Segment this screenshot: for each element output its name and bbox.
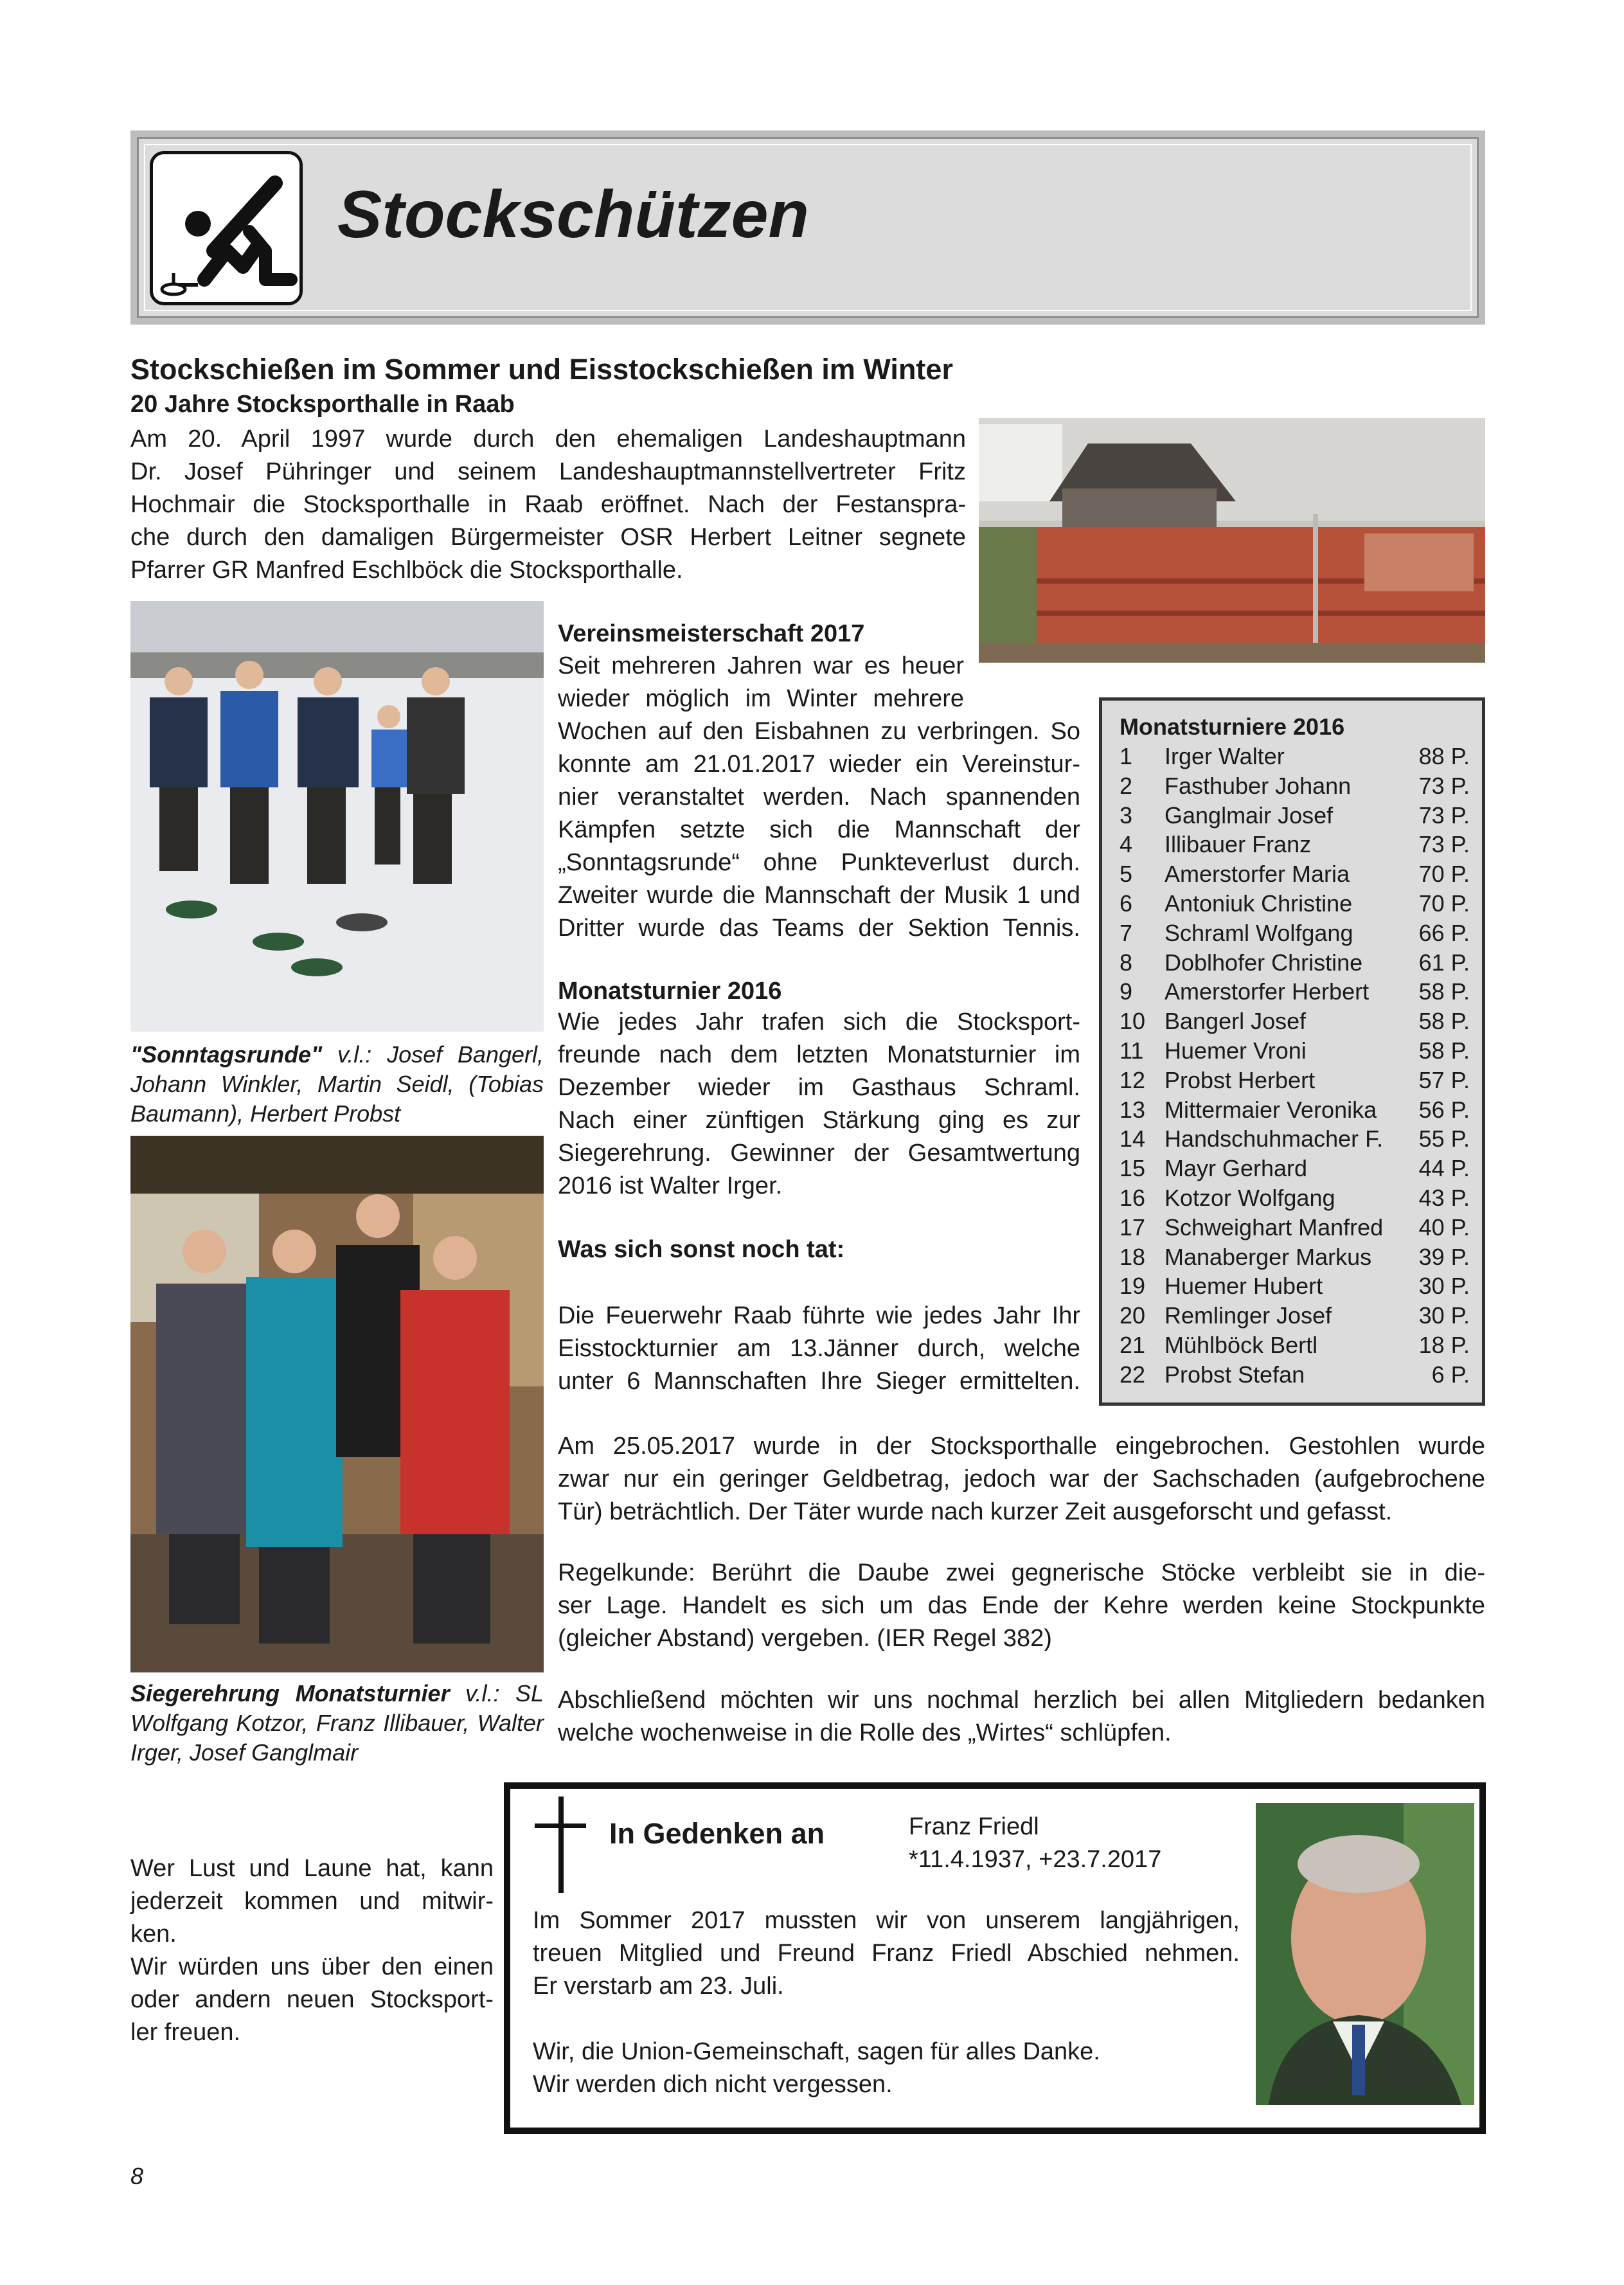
portrait-photo: [1256, 1803, 1474, 2105]
page-number: 8: [130, 2163, 144, 2189]
table-row: [1120, 859, 1470, 889]
row-rank: 5: [1120, 861, 1133, 888]
table-row: [1120, 918, 1470, 948]
row-rank: 4: [1120, 831, 1133, 858]
table-row: [1120, 1036, 1470, 1066]
table-row: [1120, 1331, 1470, 1360]
row-name: Fasthuber Johann: [1164, 772, 1352, 799]
row-rank: 21: [1120, 1332, 1146, 1358]
memorial-text: Im Sommer 2017 mussten wir von unserem langjährigen, treuen Mitglied und Freund Franz Friedl Abschied nehmen. Er verstarb am 23. Juli. Wir, die Union-Gemeinschaft, sagen für alles Danke. Wir werden dich nicht vergessen.: [533, 1907, 1240, 2098]
row-rank: 14: [1120, 1125, 1146, 1152]
section-title: Stockschützen: [337, 177, 809, 252]
row-rank: 22: [1120, 1361, 1146, 1388]
einbruch-paragraph: Am 25.05.2017 wurde in der Stocksporthalle eingebrochen. Gestohlen wurde zwar nur ein geringer Geldbetrag, jedoch war der Sachschaden (aufgebrochene Tür) beträchtlich. Der Täter wurde nach kurzer Zeit ausgeforscht und gefasst.: [558, 1433, 1485, 1525]
row-points: 57 P.: [1418, 1066, 1470, 1093]
table-row: [1120, 1124, 1470, 1154]
row-points: 73 P.: [1418, 772, 1470, 799]
row-rank: 9: [1120, 978, 1133, 1005]
row-rank: 16: [1120, 1185, 1146, 1211]
row-rank: 17: [1120, 1214, 1146, 1241]
row-points: 56 P.: [1418, 1096, 1470, 1123]
vereinsmeisterschaft-text: Seit mehreren Jahren war es heuer wieder möglich im Winter mehrere Wochen auf den Eisbahnen zu verbringen. So konnte am 21.01.2017 wieder ein Vereinstur- nier veranstaltet werden. Nach spannenden Kämpfen setzte sich die Mannschaft der „Sonntagsrunde“ ohne Punkteverlust durch. Zweiter wurde die Mannschaft der Musik 1 und Dritter wurde das Teams der Sektion Tennis.: [558, 652, 1080, 942]
row-rank: 6: [1120, 890, 1133, 917]
row-rank: 11: [1120, 1037, 1144, 1064]
row-rank: 7: [1120, 919, 1133, 946]
row-rank: 13: [1120, 1096, 1146, 1123]
table-row: [1120, 1360, 1470, 1390]
row-name: Remlinger Josef: [1164, 1302, 1332, 1329]
row-name: Huemer Hubert: [1164, 1273, 1323, 1300]
table-row: [1120, 1095, 1470, 1125]
row-name: Probst Stefan: [1164, 1361, 1305, 1388]
row-name: Antoniuk Christine: [1164, 890, 1353, 917]
row-points: 44 P.: [1418, 1155, 1470, 1182]
row-name: Amerstorfer Herbert: [1164, 978, 1370, 1005]
row-rank: 2: [1120, 772, 1133, 799]
row-name: Illibauer Franz: [1164, 831, 1312, 858]
row-name: Bangerl Josef: [1164, 1008, 1307, 1035]
row-name: Irger Walter: [1164, 743, 1285, 769]
table-row: [1120, 889, 1470, 918]
row-points: 43 P.: [1418, 1185, 1470, 1211]
table-row: [1120, 830, 1470, 859]
table-row: [1120, 1066, 1470, 1095]
row-points: 40 P.: [1418, 1214, 1470, 1241]
row-points: 30 P.: [1418, 1302, 1470, 1329]
regelkunde-paragraph: Regelkunde: Berührt die Daube zwei gegnerische Stöcke verbleibt sie in die- ser Lage. Handelt es sich um das Ende der Kehre werden keine Stockpunkte (gleicher Abstand) vergeben. (IER Regel 382): [558, 1559, 1485, 1652]
row-points: 70 P.: [1418, 861, 1470, 888]
row-points: 73 P.: [1418, 802, 1470, 829]
row-rank: 20: [1120, 1302, 1146, 1329]
award-photo-caption: Siegerehrung Monatsturnier v.l.: SL Wolfgang Kotzor, Franz Illibauer, Walter Irger, Josef Ganglmair: [130, 1680, 544, 1766]
row-name: Schraml Wolfgang: [1164, 919, 1353, 946]
table-row: [1120, 1213, 1470, 1242]
article-subheadline: 20 Jahre Stocksporthalle in Raab: [130, 391, 515, 418]
sonst-title: Was sich sonst noch tat:: [558, 1236, 845, 1263]
row-points: 73 P.: [1418, 831, 1470, 858]
row-rank: 15: [1120, 1155, 1146, 1182]
table-row: [1120, 1007, 1470, 1036]
table-row: [1120, 1301, 1470, 1331]
cross-icon: [535, 1797, 586, 1896]
row-points: 6 P.: [1431, 1361, 1470, 1388]
row-points: 58 P.: [1418, 1008, 1470, 1035]
dank-paragraph: Abschließend möchten wir uns nochmal herzlich bei allen Mitgliedern bedanken welche wochenweise in die Rolle des „Wirtes“ schlüpfen.: [558, 1687, 1485, 1746]
memorial-name: Franz Friedl: [909, 1813, 1039, 1840]
table-row: [1120, 1242, 1470, 1272]
table-title: Monatsturniere 2016: [1120, 713, 1345, 740]
sonst-text: Die Feuerwehr Raab führte wie jedes Jahr Ihr Eisstockturnier am 13.Jänner durch, welche unter 6 Mannschaften Ihre Sieger ermittelten.: [558, 1302, 1080, 1395]
row-name: Mayr Gerhard: [1164, 1155, 1308, 1182]
row-name: Probst Herbert: [1164, 1066, 1316, 1093]
team-photo-caption: "Sonntagsrunde" v.l.: Josef Bangerl, Johann Winkler, Martin Seidl, (Tobias Baumann), Herbert Probst: [130, 1041, 544, 1127]
vereinsmeisterschaft-title: Vereinsmeisterschaft 2017: [558, 620, 865, 647]
team-ice-photo: [130, 601, 544, 1032]
memorial-dates: *11.4.1937, +23.7.2017: [909, 1846, 1162, 1873]
row-name: Doblhofer Christine: [1164, 949, 1363, 976]
row-points: 88 P.: [1418, 743, 1470, 769]
row-name: Manaberger Markus: [1164, 1243, 1372, 1270]
monatsturnier-title: Monatsturnier 2016: [558, 978, 782, 1005]
table-row: [1120, 977, 1470, 1007]
table-row: [1120, 771, 1470, 801]
row-rank: 3: [1120, 802, 1133, 829]
row-points: 30 P.: [1418, 1273, 1470, 1300]
row-name: Huemer Vroni: [1164, 1037, 1307, 1064]
award-ceremony-photo: [130, 1136, 544, 1672]
memorial-title: In Gedenken an: [609, 1817, 825, 1850]
row-points: 39 P.: [1418, 1243, 1470, 1270]
table-row: [1120, 801, 1470, 830]
row-name: Mühlböck Bertl: [1164, 1332, 1318, 1358]
monatsturnier-text: Wie jedes Jahr trafen sich die Stocksport- freunde nach dem letzten Monatsturnier im Dezember wieder im Gasthaus Schraml. Nach einer zünftigen Stärkung ging es zur Siegerehrung. Gewinner der Gesamtwertung 2016 ist Walter Irger.: [558, 1008, 1080, 1199]
article-headline: Stockschießen im Sommer und Eisstockschießen im Winter: [130, 353, 953, 386]
row-name: Handschuhmacher F.: [1164, 1125, 1384, 1152]
stock-sport-pictogram-icon: [150, 151, 303, 305]
row-name: Kotzor Wolfgang: [1164, 1185, 1335, 1211]
table-row: [1120, 742, 1470, 771]
table-row: [1120, 1183, 1470, 1213]
row-name: Amerstorfer Maria: [1164, 861, 1350, 888]
row-rank: 19: [1120, 1273, 1146, 1300]
table-row: [1120, 1154, 1470, 1183]
row-rank: 12: [1120, 1066, 1146, 1093]
row-points: 66 P.: [1418, 919, 1470, 946]
row-rank: 10: [1120, 1008, 1146, 1035]
row-points: 70 P.: [1418, 890, 1470, 917]
row-points: 18 P.: [1418, 1332, 1470, 1358]
row-rank: 8: [1120, 949, 1133, 976]
memorial-box: [504, 1782, 1486, 2134]
table-row: [1120, 1271, 1470, 1301]
row-points: 55 P.: [1418, 1125, 1470, 1152]
hall-construction-photo: [979, 418, 1485, 663]
aufruf-paragraph: Wer Lust und Laune hat, kann jederzeit kommen und mitwir- ken. Wir würden uns über den einen oder andern neuen Stocksport- ler freuen.: [130, 1855, 494, 2046]
row-name: Mittermaier Veronika: [1164, 1096, 1377, 1123]
row-points: 58 P.: [1418, 1037, 1470, 1064]
monatsturniere-table: [1099, 697, 1485, 1406]
row-rank: 1: [1120, 743, 1133, 769]
row-rank: 18: [1120, 1243, 1146, 1270]
row-name: Schweighart Manfred: [1164, 1214, 1384, 1241]
row-points: 61 P.: [1418, 949, 1470, 976]
intro-paragraph: Am 20. April 1997 wurde durch den ehemaligen Landeshauptmann Dr. Josef Pühringer und seinem Landeshauptmannstellvertreter Fritz Hochmair die Stocksporthalle in Raab eröffnet. Nach der Festanspra- che durch den damaligen Bürgermeister OSR Herbert Leitner segnete Pfarrer GR Manfred Eschlböck die Stocksporthalle.: [130, 426, 966, 584]
table-row: [1120, 948, 1470, 978]
row-points: 58 P.: [1418, 978, 1470, 1005]
row-name: Ganglmair Josef: [1164, 802, 1334, 829]
